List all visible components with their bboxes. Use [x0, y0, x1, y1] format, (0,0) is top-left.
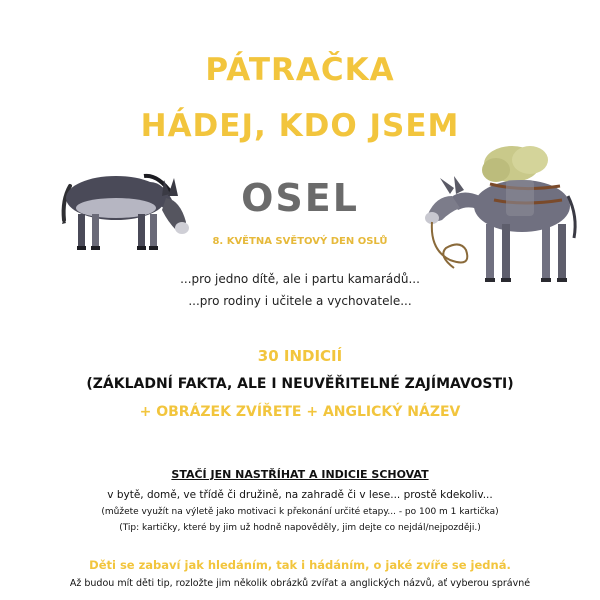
audience-line-1: ...pro jedno dítě, ale i partu kamarádů...	[180, 272, 420, 286]
instructions-line-3: (Tip: kartičky, které by jim už hodně napověděly, jim dejte co nejdál/nejpozději.)	[119, 523, 481, 533]
instructions-title: STAČÍ JEN NASTŘÍHAT A INDICIE SCHOVAT	[171, 468, 429, 481]
clues-count: 30 INDICIÍ	[257, 347, 343, 365]
fun-line: Děti se zabaví jak hledáním, tak i hádáním, o jaké zvíře se jedná.	[89, 558, 511, 572]
instructions-line-1: v bytě, domě, ve třídě či družině, na zahradě či v lese... prostě kdekoliv...	[107, 489, 493, 501]
audience-line-2: ...pro rodiny i učitele a vychovatele...	[188, 294, 412, 308]
clues-extra: + OBRÁZEK ZVÍŘETE + ANGLICKÝ NÁZEV	[139, 404, 461, 420]
instructions-line-2: (můžete využít na výletě jako motivaci k překonání určité etapy... - po 100 m 1 kartička)	[101, 507, 499, 517]
bottom-line: Až budou mít děti tip, rozložte jim několik obrázků zvířat a anglických názvů, ať vyberou správné	[69, 578, 531, 589]
title-line-2: HÁDEJ, KDO JSEM	[140, 108, 460, 144]
clues-detail: (ZÁKLADNÍ FAKTA, ALE I NEUVĚŘITELNÉ ZAJÍMAVOSTI)	[86, 376, 514, 392]
world-donkey-day-note: 8. KVĚTNA SVĚTOVÝ DEN OSLŮ	[212, 236, 388, 247]
animal-name: OSEL	[241, 176, 359, 220]
title-line-1: PÁTRAČKA	[205, 52, 395, 88]
